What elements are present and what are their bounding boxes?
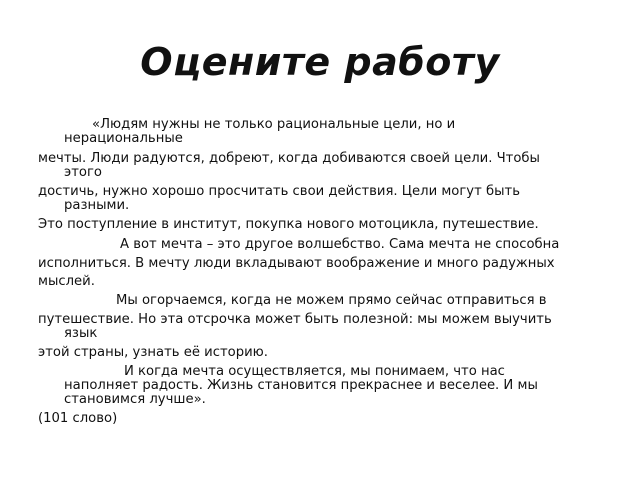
text-line: Это поступление в институт, покупка нового мотоцикла, путешествие. (38, 217, 539, 232)
text-line: Мы огорчаемся, когда не можем прямо сейчас отправиться в (116, 293, 547, 308)
text-line: исполниться. В мечту люди вкладывают воображение и много радужных (38, 256, 555, 271)
text-line: этой страны, узнать её историю. (38, 345, 268, 360)
text-line: становимся лучше». (64, 392, 206, 407)
text-line: нерациональные (64, 131, 183, 146)
text-line: наполняет радость. Жизнь становится прекраснее и веселее. И мы (64, 378, 538, 393)
text-line: «Людям нужны не только рациональные цели, но и (92, 117, 456, 132)
text-line: достичь, нужно хорошо просчитать свои действия. Цели могут быть (38, 184, 520, 199)
slide-title: Оцените работу (140, 40, 500, 84)
text-line: язык (64, 326, 98, 341)
text-line: И когда мечта осуществляется, мы понимаем, что нас (124, 364, 505, 379)
text-line: разными. (64, 198, 130, 213)
text-line: (101 слово) (38, 411, 118, 426)
text-line: А вот мечта – это другое волшебство. Сама мечта не способна (120, 237, 560, 252)
text-line: этого (64, 165, 102, 180)
text-line: мыслей. (38, 274, 95, 289)
text-line: путешествие. Но эта отсрочка может быть полезной: мы можем выучить (38, 312, 552, 327)
text-line: мечты. Люди радуются, добреют, когда добиваются своей цели. Чтобы (38, 151, 540, 166)
